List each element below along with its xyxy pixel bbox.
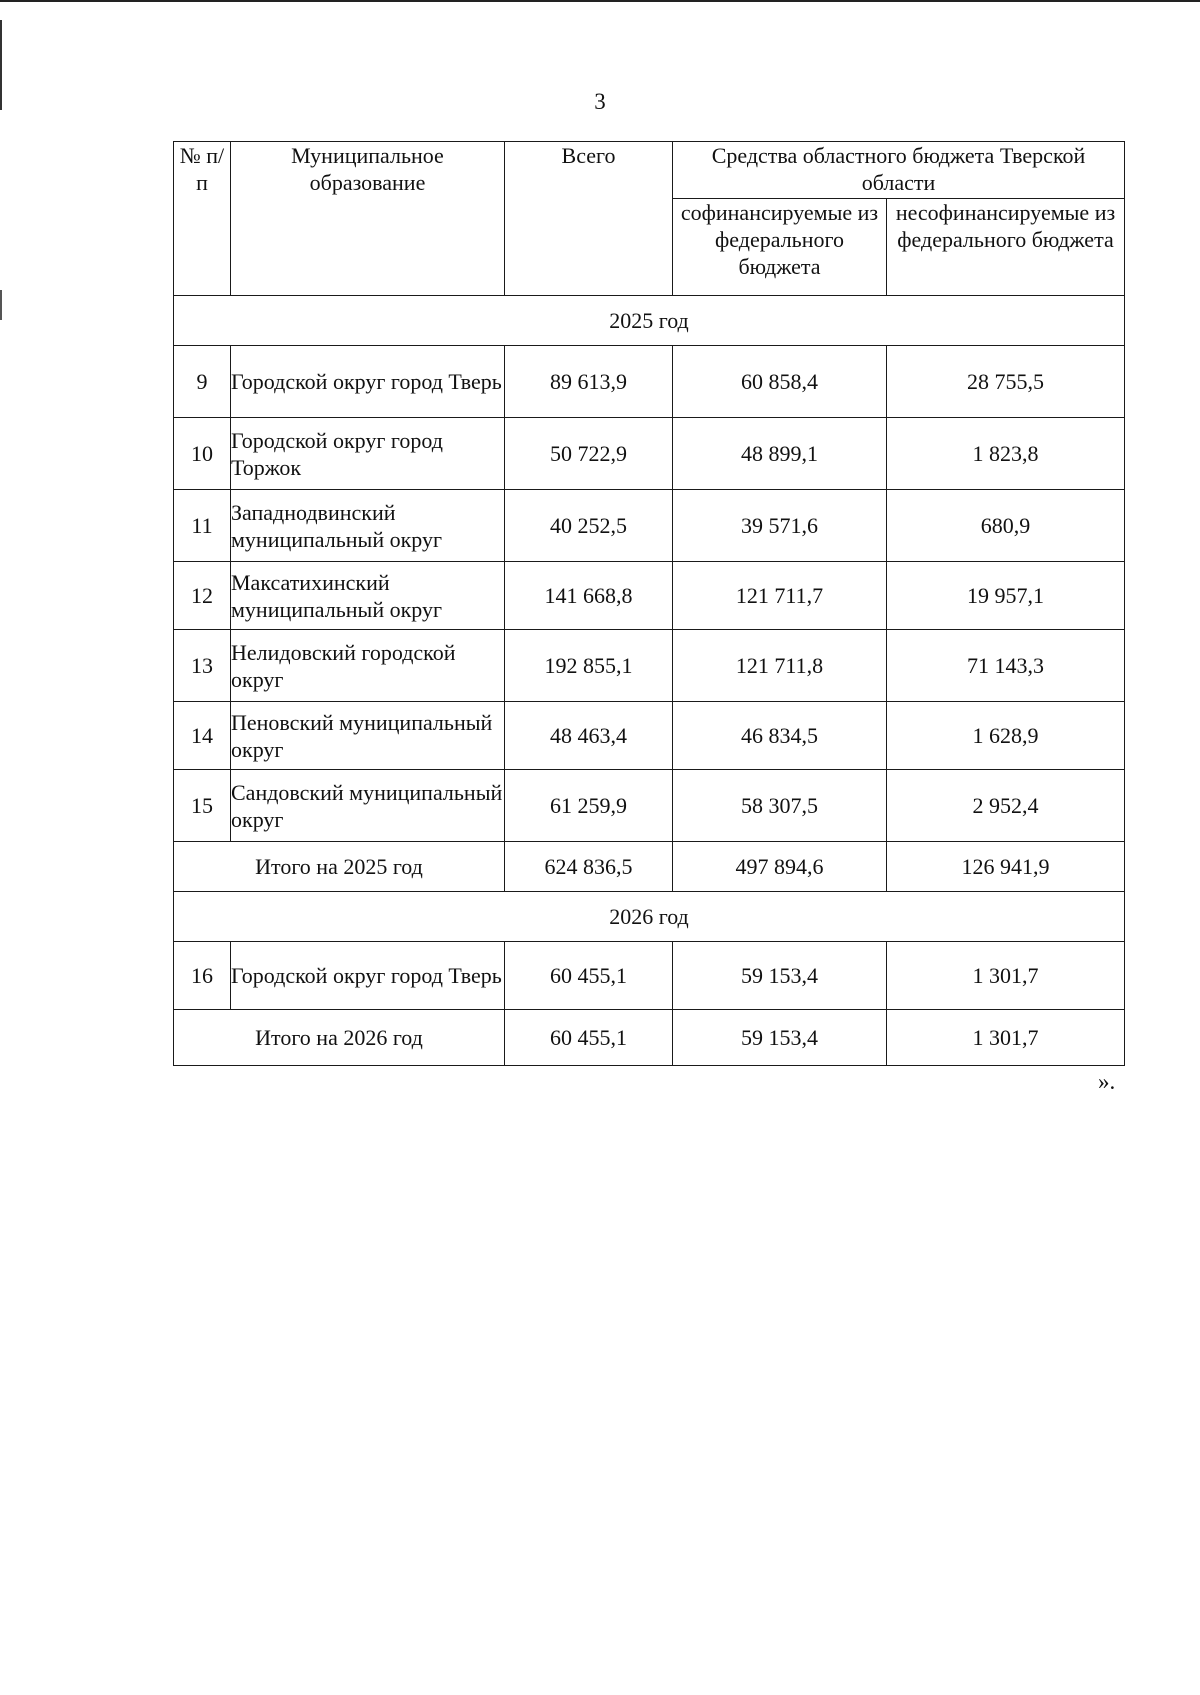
row-total: 89 613,9 — [505, 346, 673, 418]
row-num: 10 — [174, 418, 231, 490]
table-row — [174, 630, 1125, 702]
subtotal-row — [174, 842, 1125, 892]
table-row — [174, 418, 1125, 490]
row-noncofinanced: 680,9 — [887, 490, 1125, 562]
scan-edge-left-mark — [0, 290, 2, 320]
row-municipality: Городской округ город Торжок — [231, 418, 505, 490]
row-municipality: Пеновский муниципальный округ — [231, 702, 505, 770]
row-municipality: Западнодвинский муниципальный округ — [231, 490, 505, 562]
budget-allocation-table — [173, 141, 1125, 1066]
year-section-row — [174, 296, 1125, 346]
row-cofinanced: 58 307,5 — [673, 770, 887, 842]
row-total: 48 463,4 — [505, 702, 673, 770]
row-noncofinanced: 1 823,8 — [887, 418, 1125, 490]
row-municipality: Городской округ город Тверь — [231, 942, 505, 1010]
header-cofinanced: софинансируемые из федерального бюджета — [673, 199, 887, 296]
subtotal-total: 624 836,5 — [505, 842, 673, 892]
row-total: 141 668,8 — [505, 562, 673, 630]
closing-quote: ». — [1098, 1069, 1116, 1094]
table-row — [174, 346, 1125, 418]
table-row — [174, 942, 1125, 1010]
table-row — [174, 702, 1125, 770]
subtotal-cofinanced: 59 153,4 — [673, 1010, 887, 1066]
row-total: 61 259,9 — [505, 770, 673, 842]
table-row — [174, 770, 1125, 842]
table-row — [174, 562, 1125, 630]
subtotal-noncofinanced: 1 301,7 — [887, 1010, 1125, 1066]
row-num: 11 — [174, 490, 231, 562]
row-num: 15 — [174, 770, 231, 842]
row-cofinanced: 121 711,7 — [673, 562, 887, 630]
row-num: 14 — [174, 702, 231, 770]
row-cofinanced: 46 834,5 — [673, 702, 887, 770]
year-section-row — [174, 892, 1125, 942]
row-noncofinanced: 28 755,5 — [887, 346, 1125, 418]
row-total: 40 252,5 — [505, 490, 673, 562]
row-cofinanced: 59 153,4 — [673, 942, 887, 1010]
subtotal-cofinanced: 497 894,6 — [673, 842, 887, 892]
subtotal-noncofinanced: 126 941,9 — [887, 842, 1125, 892]
header-total: Всего — [505, 142, 673, 296]
row-cofinanced: 60 858,4 — [673, 346, 887, 418]
subtotal-label: Итого на 2025 год — [174, 842, 505, 892]
header-regional-budget: Средства областного бюджета Тверской области — [673, 142, 1125, 199]
row-noncofinanced: 19 957,1 — [887, 562, 1125, 630]
table-row — [174, 490, 1125, 562]
year-label: 2026 год — [174, 892, 1125, 942]
subtotal-total: 60 455,1 — [505, 1010, 673, 1066]
row-num: 12 — [174, 562, 231, 630]
page-number: 3 — [594, 89, 606, 114]
header-noncofinanced: несофинансируемые из федерального бюджета — [887, 199, 1125, 296]
subtotal-label: Итого на 2026 год — [174, 1010, 505, 1066]
header-municipality: Муниципальное образование — [231, 142, 505, 296]
row-num: 13 — [174, 630, 231, 702]
row-total: 50 722,9 — [505, 418, 673, 490]
row-noncofinanced: 1 628,9 — [887, 702, 1125, 770]
subtotal-row — [174, 1010, 1125, 1066]
row-noncofinanced: 71 143,3 — [887, 630, 1125, 702]
row-num: 9 — [174, 346, 231, 418]
row-municipality: Городской округ город Тверь — [231, 346, 505, 418]
row-cofinanced: 39 571,6 — [673, 490, 887, 562]
row-municipality: Нелидовский городской округ — [231, 630, 505, 702]
scan-edge-top — [0, 0, 1200, 2]
row-noncofinanced: 2 952,4 — [887, 770, 1125, 842]
row-num: 16 — [174, 942, 231, 1010]
row-cofinanced: 121 711,8 — [673, 630, 887, 702]
row-municipality: Максатихинский муниципальный округ — [231, 562, 505, 630]
row-total: 192 855,1 — [505, 630, 673, 702]
row-noncofinanced: 1 301,7 — [887, 942, 1125, 1010]
year-label: 2025 год — [174, 296, 1125, 346]
header-num: № п/п — [174, 142, 231, 296]
row-municipality: Сандовский муниципальный округ — [231, 770, 505, 842]
row-total: 60 455,1 — [505, 942, 673, 1010]
row-cofinanced: 48 899,1 — [673, 418, 887, 490]
